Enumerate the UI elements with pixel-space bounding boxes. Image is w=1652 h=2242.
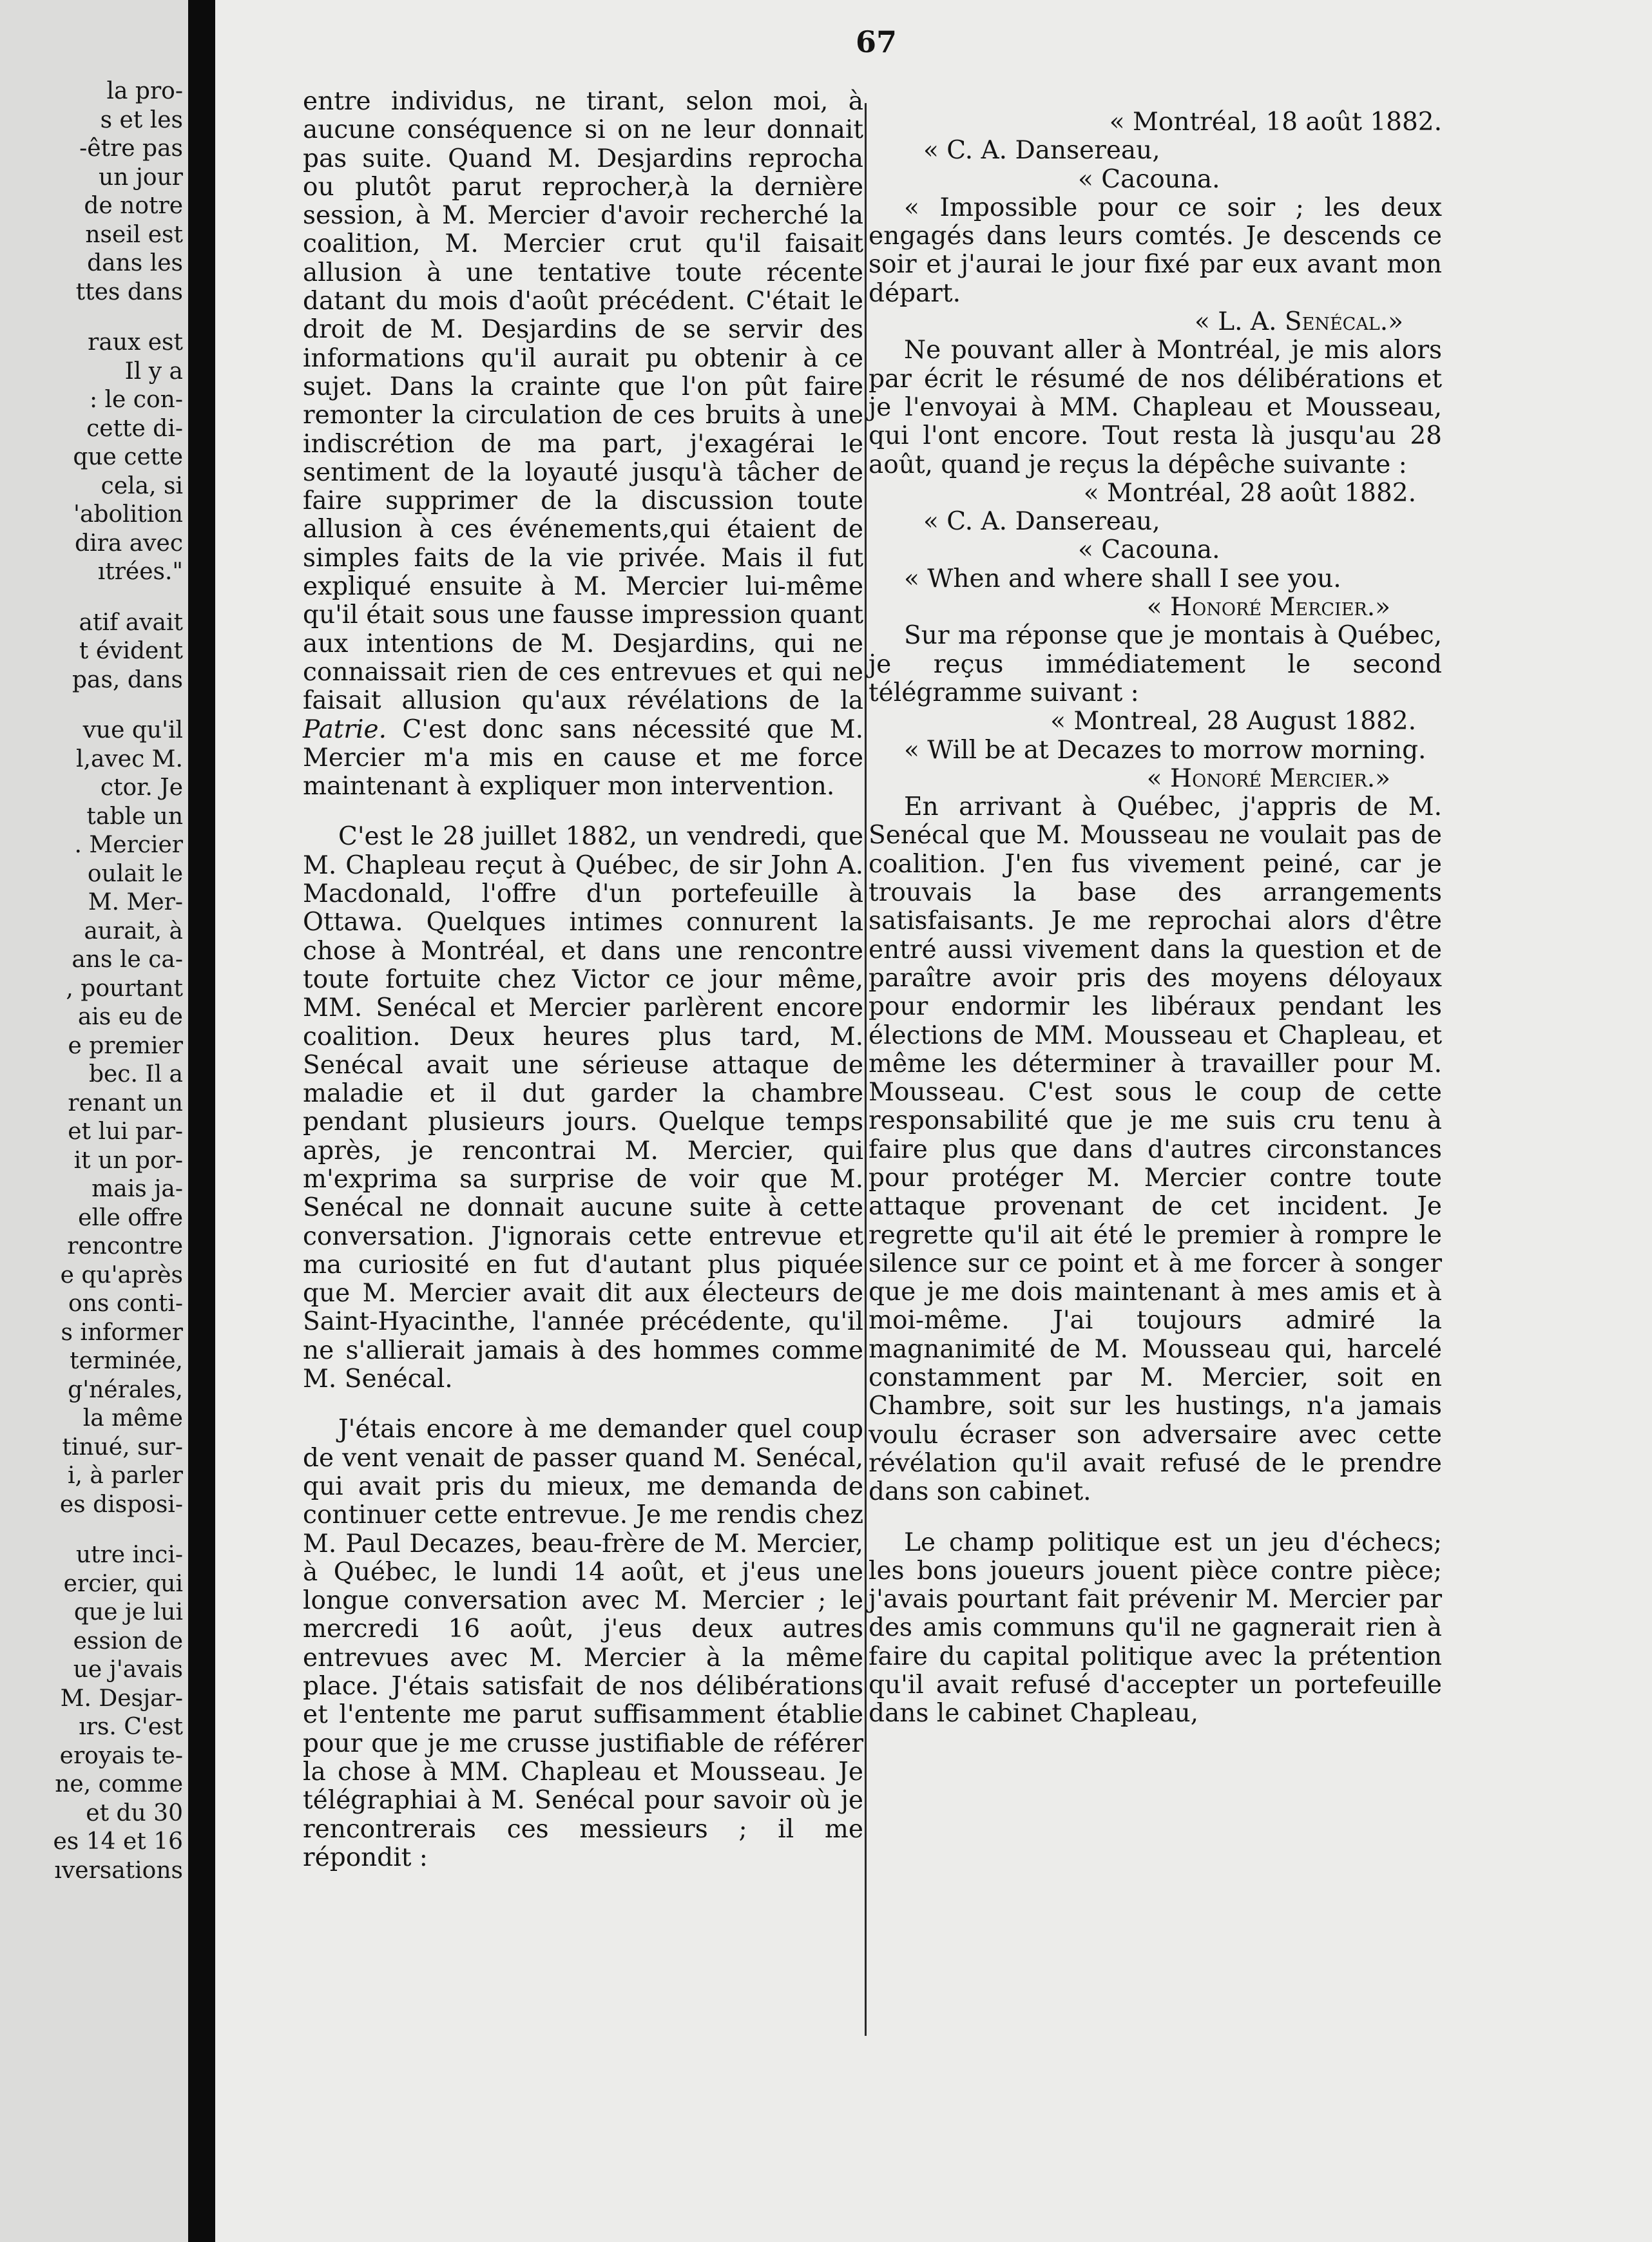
facing-page-line: -être pas bbox=[79, 135, 183, 162]
facing-page-line: mais ja- bbox=[91, 1176, 183, 1202]
facing-page-line: e premier bbox=[68, 1032, 183, 1059]
telegram-date: « Montreal, 28 August 1882. bbox=[1050, 707, 1416, 736]
facing-page-line: aurait, à bbox=[84, 917, 183, 944]
facing-page-line: ais eu de bbox=[77, 1004, 183, 1030]
paragraph bbox=[303, 88, 863, 801]
paragraph: Le champ politique est un jeu d'échecs; les bons joueurs jouent pièce contre pièce; j'avais pourtant fait prévenir M. Mercier par des amis communs qu'il ne gagnerait rien à faire du capital politique avec la prétention qu'il avait refusé d'accepter un portefeuille dans le cabinet Chapleau, bbox=[869, 1528, 1442, 1729]
facing-page-line: ans le ca- bbox=[72, 946, 183, 973]
facing-page-line: dans les bbox=[87, 250, 183, 276]
facing-page-line: et du 30 bbox=[86, 1799, 183, 1826]
facing-page-line: pas, dans bbox=[72, 666, 183, 693]
facing-page-line: oulait le bbox=[87, 860, 183, 887]
paragraph: Sur ma réponse que je montais à Québec, je reçus immédiatement le second télégramme suivant : bbox=[869, 621, 1442, 707]
paragraph: J'étais encore à me demander quel coup de vent venait de passer quand M. Senécal, qui avait pris du mieux, me demanda de continuer cette entrevue. Je me rendis chez M. Paul Decazes, beau-frère de M. Mercier, à Québec, le lundi 14 août, et j'eus une longue conversation avec M. Mercier ; le mercredi 16 août, j'eus deux autres entrevues avec M. Mercier à la même place. J'étais satisfait de nos délibérations et l'entente me parut suffisamment établie pour que je me crusse justifiable de référer la chose à MM. Chapleau et Mousseau. Je télégraphiai à M. Senécal pour savoir où je rencontrerais ces messieurs ; il me répondit : bbox=[303, 1415, 863, 1872]
paragraph: En arrivant à Québec, j'appris de M. Senécal que M. Mousseau ne voulait pas de coalition. J'en fus vivement peiné, car je trouvais la base des arrangements satisfaisants. Je me reprochai alors d'être entré aussi vivement dans la question et de paraître avoir pris des moyens déloyaux pour endormir les libéraux pendant les élections de MM. Mousseau et Chapleau, et même les déterminer à travailler pour M. Mousseau. C'est sous le coup de cette responsabilité que je me suis cru tenu à faire plus que dans d'autres circonstances pour protéger M. Mercier contre toute attaque provenant de cet incident. Je regrette qu'il ait été le premier à rompre le silence sur ce point et à me forcer à songer que je me dois maintenant à mes amis et à moi-même. J'ai toujours admiré la magnanimité de M. Mousseau qui, harcelé constamment par M. Mercier, soit en Chambre, soit sur les hustings, n'a jamais voulu écraser son adversaire avec cette révélation qu'il avait refusé de le prendre dans son cabinet. bbox=[869, 792, 1442, 1507]
facing-page-line: ercier, qui bbox=[63, 1570, 183, 1597]
paragraph: Ne pouvant aller à Montréal, je mis alors par écrit le résumé de nos délibérations et je l'envoyai à MM. Chapleau et Mousseau, qui l'ont encore. Tout resta là jusqu'au 28 août, quand je reçus la dépêche suivante : bbox=[869, 336, 1442, 479]
telegram-place: « Cacouna. bbox=[1078, 164, 1220, 194]
telegram bbox=[869, 707, 1442, 793]
paragraph: C'est le 28 juillet 1882, un vendredi, que M. Chapleau reçut à Québec, de sir John A. Macdonald, l'offre d'un portefeuille à Ottawa. Quelques intimes connurent la chose à Montréal, et dans une rencontre toute fortuite chez Victor ce jour même, MM. Senécal et Mercier parlèrent encore coalition. Deux heures plus tard, M. Senécal avait une sérieuse attaque de maladie et il dut garder la chambre pendant plusieurs jours. Quelque temps après, je rencontrai M. Mercier, qui m'exprima sa surprise de voir que M. Senécal ne donnait aucune suite à cette conversation. J'ignorais cette entrevue et ma curiosité en fut d'autant plus piquée que M. Mercier avait dit aux électeurs de Saint-Hyacinthe, l'année précédente, qu'il ne s'allierait jamais à des hommes comme M. Senécal. bbox=[303, 822, 863, 1394]
telegram bbox=[869, 479, 1442, 622]
book-gutter bbox=[188, 0, 215, 2242]
facing-page-line: M. Desjar- bbox=[60, 1685, 183, 1712]
facing-page-line: dira avec bbox=[75, 530, 183, 557]
facing-page-line: ttes dans bbox=[75, 278, 183, 305]
telegram-signature: « L. A. Senécal.» bbox=[1194, 307, 1403, 337]
telegram-signature: « Honoré Mercier.» bbox=[1146, 593, 1390, 622]
facing-page-line: nseil est bbox=[85, 221, 183, 248]
right-column bbox=[869, 108, 1442, 1729]
telegram-place: « Cacouna. bbox=[1078, 535, 1220, 565]
facing-page-line: utre inci- bbox=[75, 1542, 183, 1568]
facing-page-line: tinué, sur- bbox=[62, 1433, 183, 1461]
facing-page-line: eroyais te- bbox=[59, 1742, 183, 1769]
facing-page-line: et lui par- bbox=[68, 1118, 183, 1145]
facing-page-line: Il y a bbox=[124, 358, 183, 385]
facing-page-line: atif avait bbox=[79, 609, 183, 636]
facing-page-line: cette di- bbox=[86, 415, 183, 442]
paragraph-text: C'est donc sans nécessité que M. Mercier m'a mis en cause et me force maintenant à expliquer mon intervention. bbox=[303, 714, 863, 801]
facing-page-line: ne, comme bbox=[55, 1771, 183, 1797]
facing-page-line: un jour bbox=[98, 164, 183, 191]
facing-page-line: ctor. Je bbox=[100, 774, 183, 801]
facing-page-line: l,avec M. bbox=[76, 745, 183, 772]
facing-page-line: s et les bbox=[100, 106, 183, 133]
facing-page-line: que cette bbox=[73, 444, 183, 470]
facing-page-line: bec. Il a bbox=[88, 1061, 183, 1087]
facing-page-line: ue j'avais bbox=[73, 1656, 183, 1683]
facing-page-line: es 14 et 16 bbox=[53, 1828, 183, 1855]
left-column bbox=[303, 88, 863, 1872]
telegram-date: « Montréal, 18 août 1882. bbox=[1109, 108, 1442, 137]
column-rule bbox=[865, 103, 867, 2036]
telegram-recipient: « C. A. Dansereau, bbox=[923, 136, 1160, 166]
facing-page-line: elle offre bbox=[78, 1204, 183, 1231]
facing-page-line: : le con- bbox=[89, 387, 183, 413]
telegram-body: « When and where shall I see you. bbox=[904, 564, 1341, 593]
telegram-date: « Montréal, 28 août 1882. bbox=[1083, 478, 1416, 508]
facing-page-line: ession de bbox=[73, 1627, 183, 1654]
facing-page-line: de notre bbox=[84, 193, 183, 219]
facing-page-line: e qu'après bbox=[60, 1261, 183, 1289]
facing-page-line: terminée, bbox=[70, 1348, 183, 1374]
facing-page-strip bbox=[0, 0, 188, 2242]
facing-page-line: it un por- bbox=[73, 1147, 183, 1174]
paragraph-text: entre individus, ne tirant, selon moi, à aucune conséquence si on ne leur donnait pas suite. Quand M. Desjardins reprocha ou plutôt parut reprocher,à la dernière session, à M. Mercier d'avoir recherché la coalition, M. Mercier crut qu'il faisait allusion à une tentative toute récente datant du mois d'août précédent. C'était le droit de M. Desjardins de se servir des informations qu'il aurait pu obtenir à ce sujet. Dans la crainte que l'on pût faire remonter la circulation de ces bruits à une indiscrétion de ma part, j'exagérai le sentiment de la loyauté jusqu'à tâcher de faire supprimer de la discussion toute allusion à ces événements,qui étaient de simples faits de la vie privée. Mais il fut expliqué ensuite à M. Mercier lui-même qu'il était sous une fausse impression quant aux intentions de M. Desjardins, qui ne connaissait rien de ces entrevues et qui ne faisait allusion qu'aux révélations de la bbox=[303, 87, 863, 716]
facing-page-line: M. Mer- bbox=[88, 889, 183, 915]
italic-title: Patrie. bbox=[303, 714, 387, 744]
facing-page-line: ıtrées." bbox=[97, 559, 183, 585]
facing-page-line: es disposi- bbox=[59, 1491, 183, 1518]
facing-page-line: t évident bbox=[79, 638, 183, 664]
telegram-signature: « Honoré Mercier.» bbox=[1146, 763, 1390, 793]
facing-page-line: vue qu'il bbox=[82, 717, 183, 743]
facing-page-line: la même bbox=[82, 1405, 183, 1432]
telegram-body: « Impossible pour ce soir ; les deux engagés dans leurs comtés. Je descends ce soir et j'aurai le jour fixé par eux avant mon départ. bbox=[869, 193, 1442, 308]
facing-page-line: renant un bbox=[68, 1089, 183, 1116]
facing-page-line: table un bbox=[86, 803, 183, 830]
telegram bbox=[869, 108, 1442, 336]
facing-page-line: rencontre bbox=[67, 1233, 183, 1260]
facing-page-line: i, à parler bbox=[67, 1462, 183, 1489]
facing-page-line: la pro- bbox=[106, 78, 183, 104]
facing-page-line: g'nérales, bbox=[68, 1376, 183, 1403]
telegram-body: « Will be at Decazes to morrow morning. bbox=[904, 735, 1426, 765]
facing-page-line: ıversations bbox=[54, 1857, 183, 1884]
page-number: 67 bbox=[856, 24, 898, 59]
facing-page-line: raux est bbox=[88, 329, 183, 356]
facing-page-line: , pourtant bbox=[66, 975, 183, 1002]
facing-page-line: . Mercier bbox=[74, 832, 183, 858]
facing-page-line: 'abolition bbox=[73, 501, 183, 528]
facing-page-line: ons conti- bbox=[68, 1290, 183, 1317]
facing-page-line: ırs. C'est bbox=[79, 1714, 183, 1740]
facing-page-line: s informer bbox=[61, 1319, 183, 1346]
telegram-recipient: « C. A. Dansereau, bbox=[923, 507, 1160, 537]
facing-page-line: cela, si bbox=[101, 472, 183, 499]
facing-page-line: que je lui bbox=[73, 1599, 183, 1625]
